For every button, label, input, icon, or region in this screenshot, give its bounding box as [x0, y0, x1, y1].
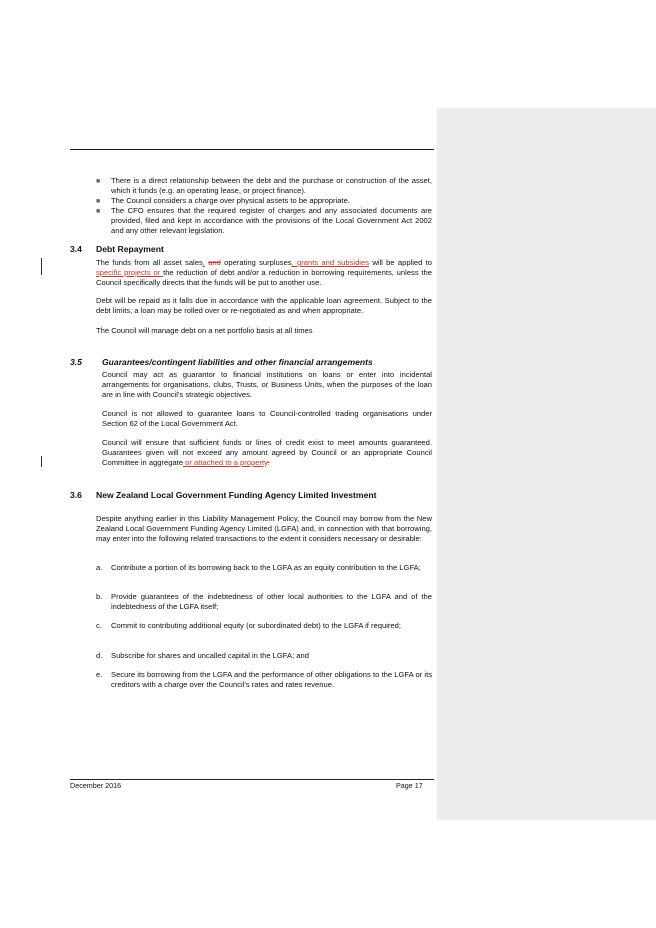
change-bar: [41, 258, 42, 275]
change-bar: [41, 456, 42, 467]
bullet-icon: ■: [96, 208, 101, 215]
bullet-icon: ■: [96, 178, 101, 185]
bullet-text-1: There is a direct relationship between the debt and the purchase or construction of the asset, which it funds (e.g. an operating lease, or project finance).: [111, 176, 432, 195]
list-item: Provide guarantees of the indebtedness of other local authorities to the LGFA and of the indebtedness of the LGFA itself;: [111, 592, 432, 611]
list-item: Secure its borrowing from the LGFA and the performance of other obligations to the LGFA or its creditors with a charge over the Council's rates and rates revenue.: [111, 670, 432, 689]
section-number: 3.6: [70, 490, 82, 500]
section-number: 3.4: [70, 244, 82, 254]
guarantees-paragraph-2: Council is not allowed to guarantee loans to Council-controlled trading organisations under Section 62 of the Local Government Act.: [102, 409, 432, 428]
footer-rule: [70, 779, 434, 780]
section-heading: Debt Repayment: [96, 244, 164, 254]
list-item: Contribute a portion of its borrowing back to the LGFA as an equity contribution to the LGFA;: [111, 563, 421, 572]
debt-repayment-paragraph-3: The Council will manage debt on a net portfolio basis at all times: [96, 326, 313, 335]
list-item-label: e.: [96, 670, 103, 679]
page-number: Page 17: [396, 781, 423, 790]
list-item: Subscribe for shares and uncalled capital in the LGFA; and: [111, 651, 309, 660]
bullet-text-3: The CFO ensures that the required register of charges and any associated documents are provided, filed and kept in accordance with the provisions of the Local Government Act 2002 and any other relevant legislation.: [111, 206, 432, 235]
list-item-label: b.: [96, 592, 103, 601]
guarantees-paragraph-1: Council may act as guarantor to financial institutions on loans or enter into incidental arrangements for organisations, clubs, Trusts, or Business Units, when the purposes of the loan are in line with Council's strategic objectives.: [102, 370, 432, 399]
list-item-label: d.: [96, 651, 103, 660]
list-item-label: c.: [96, 621, 102, 630]
guarantees-paragraph-3: Council will ensure that sufficient funds or lines of credit exist to meet amounts guaranteed. Guarantees given will not exceed any amount agreed by Council or an appropriate Council Committee in aggregate or attached to a property.: [102, 438, 432, 467]
section-heading: New Zealand Local Government Funding Agency Limited Investment: [96, 490, 377, 500]
comment-pane: [437, 108, 656, 820]
bullet-icon: ■: [96, 198, 101, 205]
section-heading: Guarantees/contingent liabilities and other financial arrangements: [102, 357, 373, 367]
debt-repayment-paragraph-2: Debt will be repaid as it falls due in accordance with the applicable loan agreement. Subject to the debt limits, a loan may be rolled over or re-negotiated as and when appropriate.: [96, 296, 432, 315]
list-item-label: a.: [96, 563, 103, 572]
bullet-text-2: The Council considers a charge over physical assets to be appropriate.: [111, 196, 350, 205]
list-item: Commit to contributing additional equity (or subordinated debt) to the LGFA if required;: [111, 621, 401, 630]
header-rule: [70, 149, 434, 150]
section-number: 3.5: [70, 357, 82, 367]
lgfa-intro-paragraph: Despite anything earlier in this Liability Management Policy, the Council may borrow from the New Zealand Local Government Funding Agency Limited (LGFA) and, in connection with that borrowing, may enter into the following related transactions to the extent it considers necessary or desirable:: [96, 514, 432, 543]
debt-repayment-paragraph: The funds from all asset sales, and operating surpluses, grants and subsidies will be applied to specific projects or the reduction of debt and/or a reduction in borrowing requirements, unless the Council specifically directs that the funds will be put to another use.: [96, 258, 432, 287]
footer-date: December 2016: [70, 781, 122, 790]
